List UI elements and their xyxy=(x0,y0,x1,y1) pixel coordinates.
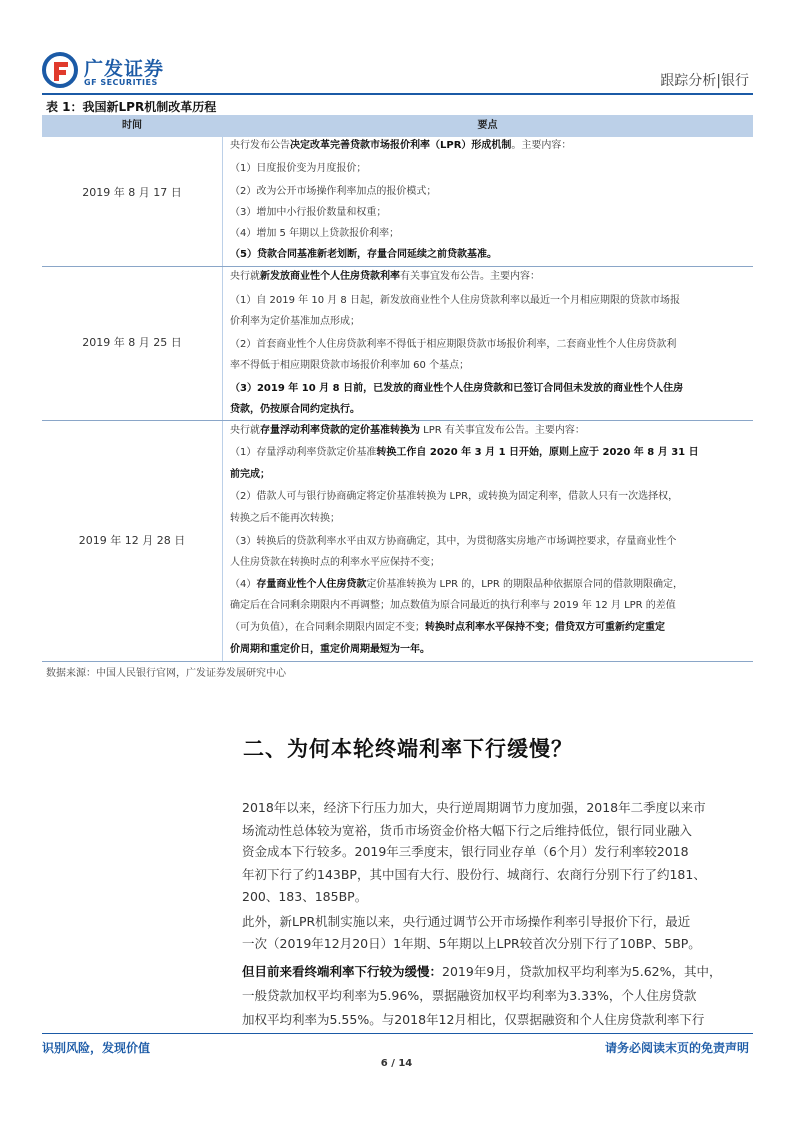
table-cell-line: 贷款，仍按原合同约定执行。 xyxy=(230,404,360,415)
paragraph-line: 此外，新LPR机制实施以来，央行通过调节公开市场操作利率引导报价下行，最近 xyxy=(242,914,691,929)
table-cell-line: 价利率为定价基准加点形成； xyxy=(230,316,360,327)
footer-slogan: 识别风险，发现价值 xyxy=(42,1041,151,1055)
paragraph-line: 一般贷款加权平均利率为5.96%，票据融资加权平均利率为3.33%，个人住房贷款 xyxy=(242,988,697,1003)
table-cell-line: （3）增加中小行报价数量和权重； xyxy=(230,207,387,218)
table-cell-line: 央行发布公告决定改革完善贷款市场报价利率（LPR）形成机制。主要内容： xyxy=(230,140,572,151)
table-cell-line: 确定后在合同剩余期限内不再调整；加点数值为原合同最近的执行利率与 2019 年 12 月 LPR 的差值 xyxy=(230,600,676,611)
report-category: 跟踪分析|银行 xyxy=(660,73,749,89)
company-logo xyxy=(42,52,192,92)
column-header-points: 要点 xyxy=(477,120,498,131)
table-cell-line: （4）存量商业性个人住房贷款定价基准转换为 LPR 的，LPR 的期限品种依据原合同的借款期限确定， xyxy=(230,579,684,590)
table-cell-line: 率不得低于相应期限贷款市场报价利率加 60 个基点； xyxy=(230,360,470,371)
section-title: 二、为何本轮终端利率下行缓慢？ xyxy=(243,737,573,761)
logo-name-cn: 广发证券 xyxy=(84,58,165,80)
paragraph-line: 2018年以来，经济下行压力加大，央行逆周期调节力度加强，2018年二季度以来市 xyxy=(242,800,706,815)
table-cell-line: （3）2019 年 10 月 8 日前，已发放的商业性个人住房贷款和已签订合同但未发放的商业性个人住房 xyxy=(230,383,684,394)
table-cell-line: 人住房贷款在转换时点的利率水平应保持不变； xyxy=(230,557,440,568)
table-cell-line: 价周期和重定价日，重定价周期最短为一年。 xyxy=(230,644,430,655)
table-bottom-border xyxy=(42,661,753,662)
table-cell-line: （1）存量浮动利率贷款定价基准转换工作自 2020 年 3 月 1 日开始，原则上应于 2020 年 8 月 31 日 xyxy=(230,447,699,458)
paragraph-line: 一次（2019年12月20日）1年期、5年期以上LPR较首次分别下行了10BP、5BP。 xyxy=(242,936,701,951)
column-divider xyxy=(222,137,223,662)
paragraph-line: 年初下行了约143BP，其中国有大行、股份行、城商行、农商行分别下行了约181、 xyxy=(242,867,706,882)
paragraph-line: 资金成本下行较多。2019年三季度末，银行同业存单（6个月）发行利率较2018 xyxy=(242,844,689,859)
paragraph-line: 场流动性总体较为宽裕，货币市场资金价格大幅下行之后维持低位，银行同业融入 xyxy=(242,823,693,838)
table-row-date: 2019 年 12 月 28 日 xyxy=(78,534,186,547)
footer-divider xyxy=(42,1033,753,1034)
paragraph-line: 加权平均利率为5.55%。与2018年12月相比，仅票据融资和个人住房贷款利率下行 xyxy=(242,1012,705,1027)
table-cell-line: 央行就存量浮动利率贷款的定价基准转换为 LPR 有关事宜发布公告。主要内容： xyxy=(230,425,585,436)
footer-disclaimer: 请务必阅读末页的免责声明 xyxy=(604,1041,749,1055)
table-source: 数据来源：中国人民银行官网，广发证券发展研究中心 xyxy=(46,668,286,679)
table-caption: 表 1：我国新LPR机制改革历程 xyxy=(46,100,217,114)
paragraph-line: 200、183、185BP。 xyxy=(242,889,368,904)
column-header-time: 时间 xyxy=(122,120,142,131)
paragraph-line: 但目前来看终端利率下行较为缓慢：2019年9月，贷款加权平均利率为5.62%，其中， xyxy=(242,964,722,979)
table-row-date: 2019 年 8 月 25 日 xyxy=(82,336,182,349)
logo-name-en: GF SECURITIES xyxy=(84,78,158,87)
table-cell-line: 央行就新发放商业性个人住房贷款利率有关事宜发布公告。主要内容： xyxy=(230,271,540,282)
page-number: 6 / 14 xyxy=(380,1058,413,1069)
table-cell-line: （3）转换后的贷款利率水平由双方协商确定，其中，为贯彻落实房地产市场调控要求，存量商业性个 xyxy=(230,536,677,547)
table-cell-line: （4）增加 5 年期以上贷款报价利率； xyxy=(230,228,400,239)
header-divider xyxy=(42,93,753,95)
table-cell-line: （1）日度报价变为月度报价； xyxy=(230,163,367,174)
table-cell-line: 前完成； xyxy=(230,469,270,480)
table-row-date: 2019 年 8 月 17 日 xyxy=(82,186,182,199)
gf-logo-mark-icon xyxy=(42,52,78,88)
table-header xyxy=(42,115,753,137)
row-divider xyxy=(42,266,753,267)
table-cell-line: （2）首套商业性个人住房贷款利率不得低于相应期限贷款市场报价利率，二套商业性个人住房贷款利 xyxy=(230,339,677,350)
table-cell-line: （2）改为公开市场操作利率加点的报价模式； xyxy=(230,186,437,197)
table-cell-line: （1）自 2019 年 10 月 8 日起，新发放商业性个人住房贷款利率以最近一个月相应期限的贷款市场报 xyxy=(230,295,680,306)
row-divider xyxy=(42,420,753,421)
table-cell-line: （可为负值），在合同剩余期限内固定不变；转换时点利率水平保持不变；借贷双方可重新约定重定 xyxy=(230,622,665,633)
table-cell-line: 转换之后不能再次转换； xyxy=(230,513,340,524)
table-cell-line: （2）借款人可与银行协商确定将定价基准转换为 LPR，或转换为固定利率，借款人只有一次选择权， xyxy=(230,491,679,502)
table-cell-line: （5）贷款合同基准新老划断，存量合同延续之前贷款基准。 xyxy=(230,249,497,260)
